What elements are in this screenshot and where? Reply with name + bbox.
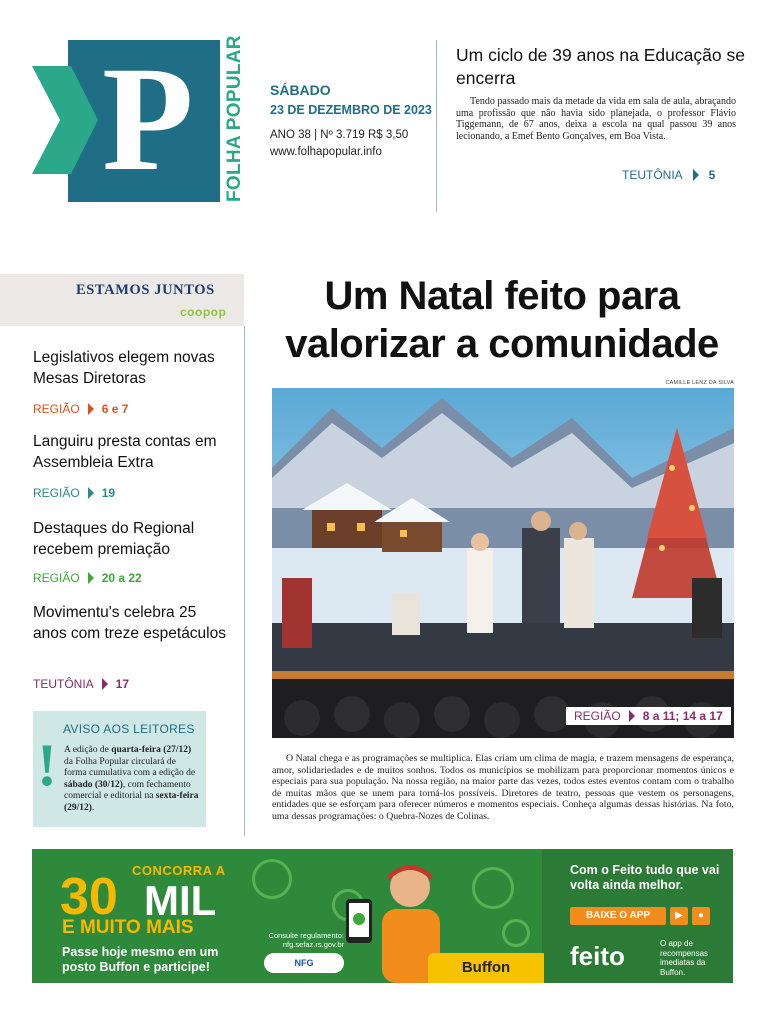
arrow-icon — [102, 678, 108, 690]
ad-mais-text: E MUITO MAIS — [62, 917, 194, 938]
top-story-body: Tendo passado mais da metade da vida em sala de aula, abraçando uma profissão que não havia sido planejada, o professor Flávio Tiggemann, de 67 anos, deixa a escola na qual passou 39 anos lecionando, a Emef Bento Gonçalves, em Boa Vista. — [456, 96, 736, 142]
page-number: 19 — [101, 486, 116, 500]
issue-edition: ANO 38 | Nº 3.719 R$ 3,50 — [270, 129, 409, 141]
ad-regulamento-text: Consulte regulamento: nfg.sefaz.rs.gov.br — [268, 931, 344, 949]
arrow-icon — [693, 169, 699, 181]
feito-tagline: O app de recompensas imediatas da Buffon. — [660, 939, 709, 977]
arrow-icon — [88, 403, 94, 415]
page-number: 5 — [708, 168, 716, 182]
left-page-ref-2[interactable] — [33, 486, 115, 500]
left-page-ref-1[interactable] — [33, 402, 128, 416]
page-number: 6 e 7 — [101, 402, 129, 416]
section-label: REGIÃO — [33, 486, 80, 500]
section-label: TEUTÔNIA — [622, 168, 683, 182]
main-photo[interactable] — [272, 388, 734, 738]
ad-concorra-text: CONCORRA A — [132, 863, 226, 878]
arrow-icon — [88, 572, 94, 584]
left-headline-2[interactable]: Languiru presta contas em Assembleia Extra — [33, 433, 217, 471]
buffon-ad-banner[interactable] — [32, 849, 733, 983]
website-link[interactable]: www.folhapopular.info — [270, 146, 382, 158]
feito-logo: feito — [570, 941, 625, 971]
page-number: 8 a 11; 14 a 17 — [642, 709, 723, 723]
newspaper-logo — [32, 35, 252, 203]
logo-vertical-text: FOLHA POPULAR — [224, 35, 245, 202]
column-divider — [244, 326, 245, 836]
play-store-icon[interactable]: ▶ — [670, 907, 688, 925]
ad-big-word: MIL — [144, 877, 217, 924]
page-number: 17 — [115, 677, 130, 691]
section-label: REGIÃO — [574, 709, 621, 723]
nfg-logo: NFG — [264, 953, 344, 973]
top-story-headline[interactable]: Um ciclo de 39 anos na Educação se encerra — [456, 45, 745, 88]
download-app-button[interactable]: BAIXE O APP — [570, 907, 666, 925]
sponsor-brand: coopop — [180, 305, 227, 319]
photo-credit: CAMILLE LENZ DA SILVA — [665, 380, 734, 386]
arrow-icon — [629, 710, 635, 722]
left-page-ref-4[interactable] — [33, 677, 129, 691]
top-story-page-ref[interactable] — [622, 168, 715, 182]
ad-cta-text: Passe hoje mesmo em um posto Buffon e participe! — [62, 945, 219, 974]
masthead-divider — [436, 40, 437, 212]
arrow-icon — [88, 487, 94, 499]
issue-day: SÁBADO — [270, 82, 331, 98]
exclamation-icon: ! — [37, 732, 57, 798]
main-story-body: O Natal chega e as programações se multiplica. Elas criam um clima de magia, e trazem mensagens de esperança, amor, solidariedades e de muitos sonhos. Todos os municípios se mobilizam para proporcionar momentos únicos e especiais para sua população. Na nossa região, na maior parte das vezes, todos estes eventos contam com o trabalho de muitas mãos que se unem para torná-los possíveis. Diretores de teatro, pessoas que vestem os personagens, entidades que se esforçam para oferecer números e momentos especiais. Conheça algumas dessas histórias. Na foto, uma dessas programações: o Quebra-Nozes de Colinas. — [272, 753, 734, 822]
app-store-icon[interactable]: ● — [692, 907, 710, 925]
logo-letter: P — [102, 36, 194, 202]
sponsor-title: ESTAMOS JUNTOS — [76, 282, 215, 298]
photo-page-ref[interactable] — [566, 707, 731, 725]
buffon-logo: Buffon — [428, 953, 544, 983]
left-headline-3[interactable]: Destaques do Regional recebem premiação — [33, 520, 195, 558]
section-label: REGIÃO — [33, 402, 80, 416]
section-label: TEUTÔNIA — [33, 677, 94, 691]
notice-title: AVISO AOS LEITORES — [63, 722, 195, 736]
notice-body: A edição de quarta-feira (27/12) da Folha Popular circulará de forma cumulativa com a edição de sábado (30/12), com fechamento comercial e editorial na sexta-feira (29/12). — [64, 745, 199, 813]
left-page-ref-3[interactable] — [33, 571, 142, 585]
page-number: 20 a 22 — [101, 571, 142, 585]
issue-date: 23 DE DEZEMBRO DE 2023 — [270, 103, 432, 117]
feito-slogan: Com o Feito tudo que vai volta ainda melhor. — [570, 863, 720, 892]
left-headline-4[interactable]: Movimentu's celebra 25 anos com treze espetáculos — [33, 604, 226, 642]
left-headline-1[interactable]: Legislativos elegem novas Mesas Diretoras — [33, 349, 215, 387]
main-headline[interactable]: Um Natal feito para valorizar a comunidade — [285, 274, 719, 366]
section-label: REGIÃO — [33, 571, 80, 585]
ad-big-number: 30 — [60, 868, 118, 926]
